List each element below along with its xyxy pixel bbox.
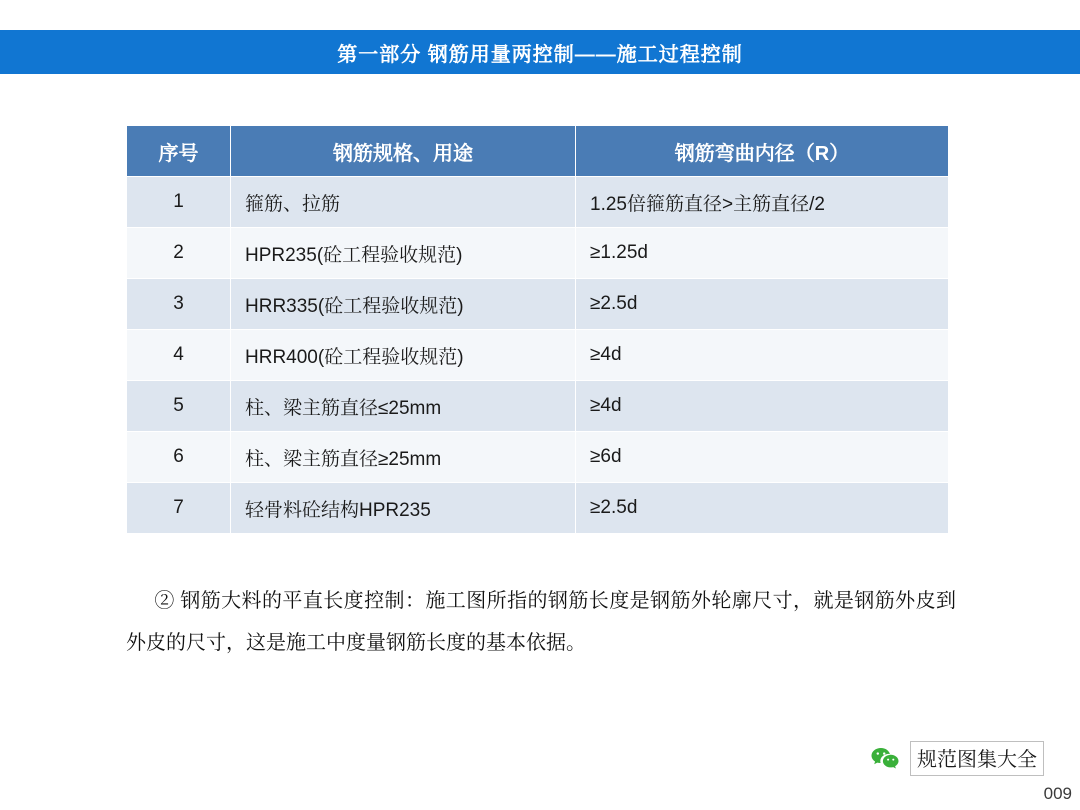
cell-spec: 柱、梁主筋直径≤25mm: [231, 381, 576, 432]
cell-radius: 1.25倍箍筋直径>主筋直径/2: [576, 177, 949, 228]
cell-spec: HRR335(砼工程验收规范): [231, 279, 576, 330]
cell-spec: 箍筋、拉筋: [231, 177, 576, 228]
cell-index: 7: [127, 483, 231, 534]
table-row: [127, 483, 949, 534]
watermark: [870, 741, 1044, 776]
cell-index: 2: [127, 228, 231, 279]
cell-index: 5: [127, 381, 231, 432]
cell-radius: ≥4d: [576, 330, 949, 381]
cell-spec: HRR400(砼工程验收规范): [231, 330, 576, 381]
cell-spec: 轻骨料砼结构HPR235: [231, 483, 576, 534]
cell-index: 1: [127, 177, 231, 228]
wechat-icon: [870, 746, 900, 772]
cell-radius: ≥1.25d: [576, 228, 949, 279]
column-header-index: 序号: [127, 126, 231, 177]
column-header-spec: 钢筋规格、用途: [231, 126, 576, 177]
cell-radius: ≥6d: [576, 432, 949, 483]
watermark-label: 规范图集大全: [910, 741, 1044, 776]
table-row: [127, 330, 949, 381]
table-row: [127, 432, 949, 483]
table-header-row: [127, 126, 949, 177]
rebar-bend-radius-table: [126, 125, 948, 534]
page-number: 009: [1043, 784, 1072, 803]
table-row: [127, 177, 949, 228]
cell-index: 6: [127, 432, 231, 483]
cell-radius: ≥4d: [576, 381, 949, 432]
cell-index: 3: [127, 279, 231, 330]
body-paragraph: [126, 580, 956, 664]
cell-spec: 柱、梁主筋直径≥25mm: [231, 432, 576, 483]
cell-spec: HPR235(砼工程验收规范): [231, 228, 576, 279]
table-row: [127, 228, 949, 279]
table-row: [127, 381, 949, 432]
column-header-radius: 钢筋弯曲内径（R）: [576, 126, 949, 177]
cell-radius: ≥2.5d: [576, 279, 949, 330]
header-banner: [0, 30, 1080, 74]
cell-radius: ≥2.5d: [576, 483, 949, 534]
paragraph-text: ② 钢筋大料的平直长度控制：施工图所指的钢筋长度是钢筋外轮廓尺寸，就是钢筋外皮到外皮的尺寸，这是施工中度量钢筋长度的基本依据。: [126, 590, 956, 654]
page-title: 第一部分 钢筋用量两控制——施工过程控制: [337, 43, 743, 66]
cell-index: 4: [127, 330, 231, 381]
table-row: [127, 279, 949, 330]
